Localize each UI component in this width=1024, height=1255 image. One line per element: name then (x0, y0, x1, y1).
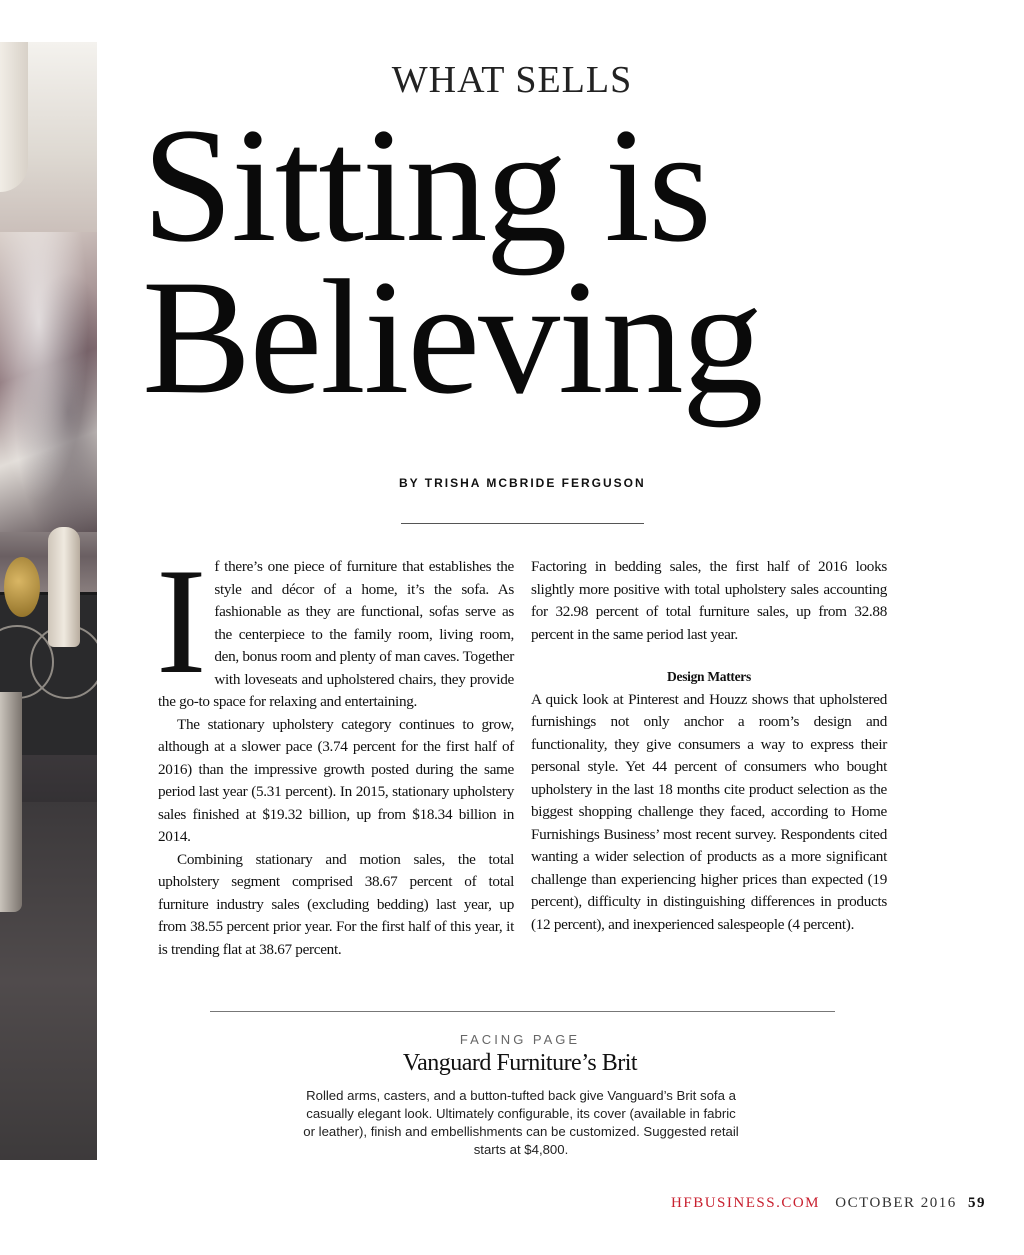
paragraph: If there’s one piece of furniture that establishes the style and décor of a home, it’s the sofa. As fashionable as they are functional, sofas serve as the centerpiece to the family room, living room, den, bonus room and plenty of man caves. Together with loveseats and upholstered chairs, they provide the go-to space for relaxing and entertaining. (156, 537, 514, 710)
paragraph: A quick look at Pinterest and Houzz shows that upholstered furnishings not only anchor a room’s design and functionality, they give consumers a way to express their personal style. Yet 44 percent of consumers who bought upholstery in the last 18 months cite product selection as the biggest shopping challenge they faced, according to Home Furnishings Business’ most recent survey. Respondents cited wanting a wider selection of products as a more significant challenge than experiencing higher prices than expected (19 percent), difficulty in distinguishing differences in products (12 percent), and inexperienced salespeople (4 percent). (531, 690, 887, 933)
caption-label: FACING PAGE (459, 1032, 581, 1047)
byline-divider (401, 523, 644, 524)
article-column-left (156, 537, 514, 961)
page-number: 59 (968, 1195, 986, 1211)
subhead: Design Matters (667, 669, 751, 684)
paragraph: The stationary upholstery category continues to grow, although at a slower pace (3.74 percent for the first half of 2016) than the impressive growth posted during the same period last year (5.31 percent). In 2015, stationary upholstery sales finished at $19.32 billion, up from $18.34 billion in 2014. (158, 715, 514, 845)
article-column-right (531, 556, 887, 936)
paragraph: Combining stationary and motion sales, the total upholstery segment comprised 38.67 percent of total furniture industry sales (excluding bedding) last year, up from 38.55 percent prior year. For the first half of this year, it is trending flat at 38.67 percent. (158, 850, 514, 958)
chair-edge (0, 692, 22, 912)
footer-date: OCTOBER 2016 (835, 1195, 957, 1211)
ceramic-vase (48, 527, 80, 647)
caption-title: Vanguard Furniture’s Brit (402, 1050, 638, 1076)
caption-divider (210, 1011, 835, 1012)
article-title (142, 95, 882, 428)
section-kicker: WHAT SELLS (391, 59, 633, 101)
title-line-1: Sitting is (142, 95, 710, 276)
wall-artwork (0, 232, 97, 532)
page-footer (671, 1195, 986, 1212)
paragraph: Factoring in bedding sales, the first half of 2016 looks slightly more positive with total upholstery sales accounting for 32.98 percent of total furniture sales, up from 32.88 percent in the same period last year. (531, 558, 887, 643)
caption-body: Rolled arms, casters, and a button-tufted back give Vanguard’s Brit sofa a casually elegant look. Ultimately configurable, its cover (available in fabric or leather), finish and embellishments can be customized. Suggested retail starts at $4,800. (303, 1088, 739, 1157)
footer-site: HFBUSINESS.COM (671, 1195, 821, 1211)
byline: BY TRISHA MCBRIDE FERGUSON (399, 476, 646, 490)
living-room-photo (0, 42, 97, 1160)
title-line-2: Believing (142, 247, 762, 428)
gold-vase (4, 557, 40, 617)
drop-cap: I (156, 537, 207, 705)
